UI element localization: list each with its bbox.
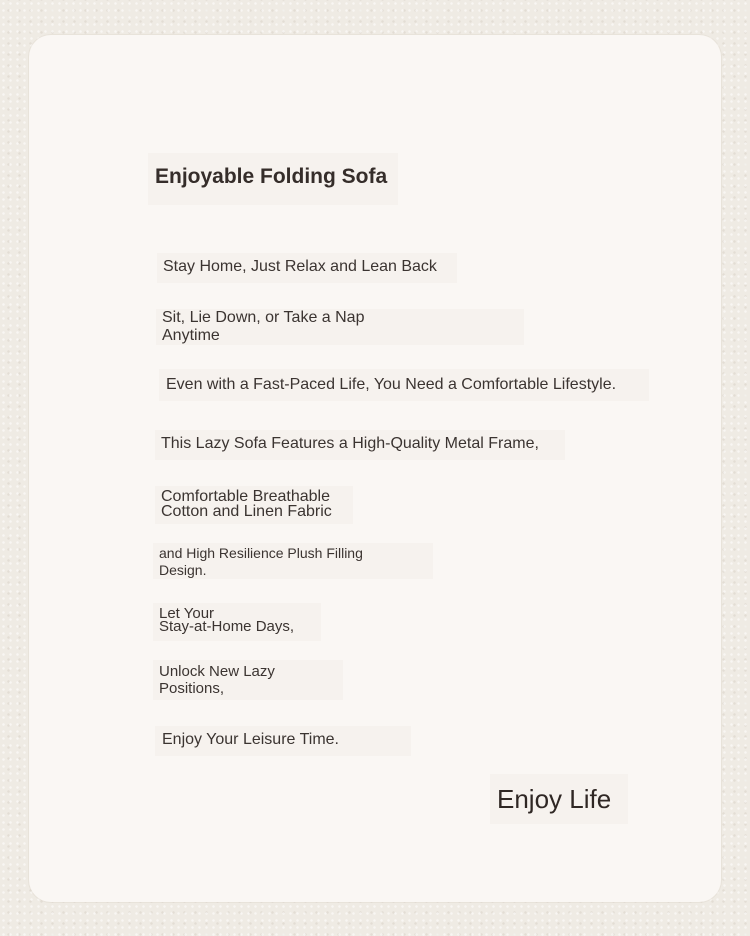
text-line-4: This Lazy Sofa Features a High-Quality Metal Frame, [161, 435, 539, 452]
text-line-5a: Comfortable Breathable [161, 488, 330, 505]
text-line-8b: Positions, [159, 680, 225, 697]
page-title: Enjoyable Folding Sofa [155, 165, 388, 188]
closing-slogan: Enjoy Life [497, 784, 612, 814]
text-line-7b: Stay-at-Home Days, [159, 618, 295, 635]
text-line-8a: Unlock New Lazy [159, 663, 275, 680]
text-line-6a: and High Resilience Plush Filling [159, 545, 363, 561]
text-line-7a: Let Your [159, 605, 215, 622]
text-block-7 [159, 607, 294, 633]
text-line-6b: Design. [159, 562, 207, 578]
text-line-2a: Sit, Lie Down, or Take a Nap [162, 309, 365, 326]
text-block-2 [162, 309, 364, 345]
text-line-3: Even with a Fast-Paced Life, You Need a Comfortable Lifestyle. [166, 376, 617, 393]
text-line-5b: Cotton and Linen Fabric [161, 503, 332, 520]
text-block-8 [159, 663, 275, 697]
text-block-5 [161, 489, 332, 519]
text-line-2b: Anytime [162, 327, 220, 344]
text-block-6 [159, 545, 363, 579]
text-line-1: Stay Home, Just Relax and Lean Back [163, 258, 437, 275]
text-line-9: Enjoy Your Leisure Time. [162, 731, 339, 748]
